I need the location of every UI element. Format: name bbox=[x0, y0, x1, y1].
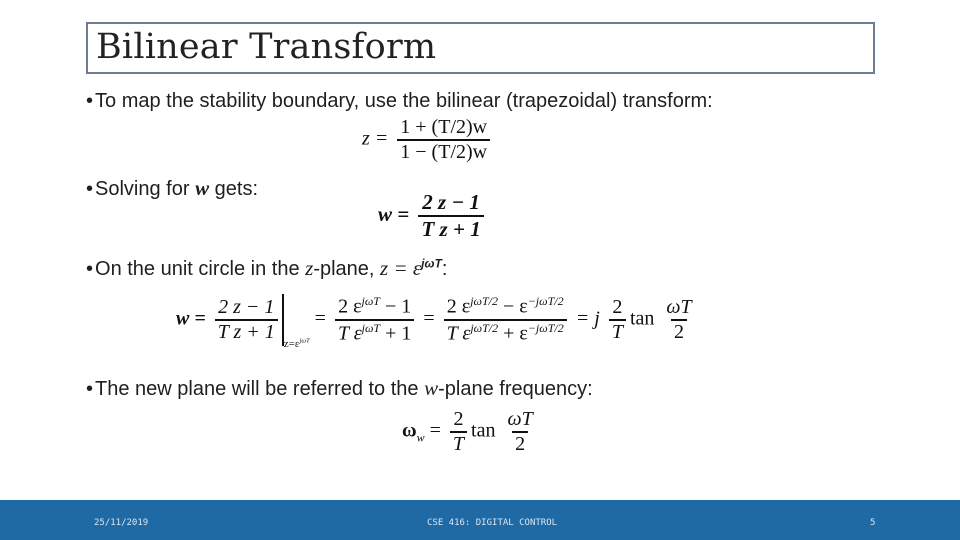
num-exponent: jωT/2 bbox=[470, 294, 499, 309]
eq-numerator: ωT bbox=[666, 296, 692, 318]
tan-function: tan bbox=[629, 307, 655, 330]
den-text: T ε bbox=[446, 322, 471, 345]
eq-numerator: 2 z − 1 bbox=[218, 296, 275, 318]
den-exponent: jωT/2 bbox=[470, 321, 499, 335]
bullet-text: The new plane will be referred to the bbox=[95, 378, 425, 400]
den-text: T ε bbox=[337, 322, 362, 345]
eq-numerator: 1 + (T/2)w bbox=[400, 116, 488, 138]
title-box bbox=[86, 22, 875, 74]
rhs-argument bbox=[663, 296, 694, 344]
bullet-text: Solving for bbox=[95, 178, 196, 200]
eq-fraction-3 bbox=[444, 294, 567, 345]
num-text: 2 ε bbox=[446, 296, 471, 318]
bullet-stability-boundary: • To map the stability boundary, use the bilinear (trapezoidal) transform: bbox=[86, 90, 713, 112]
eq-lhs-subscript: w bbox=[416, 430, 425, 445]
eval-text: z=ε bbox=[283, 337, 300, 350]
eq-denominator: T z + 1 bbox=[418, 215, 483, 242]
eq-fraction bbox=[418, 190, 483, 242]
den-exponent-2: −jωT/2 bbox=[527, 321, 564, 335]
footer-date: 25/11/2019 bbox=[94, 518, 149, 528]
eq-denominator: 1 − (T/2)w bbox=[397, 139, 490, 164]
eq-lhs: ω bbox=[402, 419, 417, 442]
bullet-text: -plane frequency: bbox=[438, 378, 593, 400]
footer-course: CSE 416: DIGITAL CONTROL bbox=[427, 518, 558, 528]
num-exponent-2: −jωT/2 bbox=[527, 294, 564, 309]
bullet-unit-circle: • On the unit circle in the z-plane, $z = \varepsilon^{j\omega T}$: bbox=[86, 256, 448, 280]
den-exponent: jωT bbox=[361, 321, 381, 335]
bullet-solving: • Solving for w gets: bbox=[86, 176, 259, 200]
eq-numerator: ωT bbox=[507, 408, 533, 430]
equation-w bbox=[378, 190, 488, 242]
den-mid: + ε bbox=[498, 322, 528, 345]
eval-exponent: jωT bbox=[299, 336, 310, 344]
eq-fraction-1 bbox=[215, 296, 278, 344]
eq-lhs: w = bbox=[378, 201, 410, 226]
tan-function: tan bbox=[471, 419, 496, 442]
eq-fraction-2 bbox=[335, 294, 414, 345]
bullet-exponent: jωT bbox=[421, 256, 442, 271]
footer-page-number: 5 bbox=[870, 518, 876, 528]
eq-denominator: 2 bbox=[512, 431, 528, 456]
bullet-text: : bbox=[441, 258, 448, 280]
eq-fraction bbox=[450, 408, 467, 456]
bullet-text: To map the stability boundary, use the bilinear (trapezoidal) transform: bbox=[95, 90, 713, 112]
footer-bar bbox=[0, 500, 960, 540]
eq-lhs: z = bbox=[362, 127, 389, 150]
eq-denominator: T bbox=[450, 431, 467, 456]
eq-denominator: T z + 1 bbox=[215, 319, 278, 344]
equation-z bbox=[362, 116, 494, 164]
num-tail: − 1 bbox=[379, 296, 412, 318]
bullet-variable: z bbox=[305, 256, 314, 280]
bullet-variable: w bbox=[195, 176, 210, 200]
equals-sign: = bbox=[314, 307, 326, 330]
eq-numerator bbox=[335, 294, 414, 319]
eq-numerator bbox=[444, 294, 567, 319]
eq-denominator: 2 bbox=[671, 319, 687, 344]
bullet-text: -plane, bbox=[313, 258, 381, 280]
eq-lhs: w = bbox=[176, 307, 206, 330]
equation-omega-w bbox=[402, 408, 540, 456]
eq-numerator: 2 bbox=[453, 408, 464, 430]
eq-denominator: T bbox=[609, 319, 626, 344]
rhs-fraction bbox=[609, 296, 626, 344]
eq-denominator bbox=[335, 319, 414, 346]
bullet-text: gets: bbox=[209, 178, 259, 200]
slide-title: Bilinear Transform bbox=[96, 27, 437, 67]
num-text: 2 ε bbox=[338, 296, 362, 318]
num-exponent: jωT bbox=[361, 294, 380, 309]
equation-w-unit-circle bbox=[176, 294, 699, 350]
bullet-text: On the unit circle in the bbox=[95, 258, 306, 280]
eq-denominator bbox=[444, 319, 567, 346]
bullet-w-plane: • The new plane will be referred to the w-plane frequency: bbox=[86, 376, 593, 400]
den-tail: + 1 bbox=[380, 322, 412, 345]
eq-numerator: 2 bbox=[612, 296, 623, 318]
num-mid: − ε bbox=[498, 296, 528, 318]
bullet-inline-equation: z = ε bbox=[380, 256, 422, 280]
equals-sign: = bbox=[423, 307, 435, 330]
eval-subscript bbox=[284, 338, 310, 350]
rhs-j: = j bbox=[575, 307, 600, 330]
bullet-variable: w bbox=[424, 376, 439, 400]
equals-sign: = bbox=[429, 419, 441, 442]
eq-numerator: 2 z − 1 bbox=[422, 190, 480, 214]
eq-fraction bbox=[397, 116, 490, 164]
eq-argument bbox=[504, 408, 535, 456]
